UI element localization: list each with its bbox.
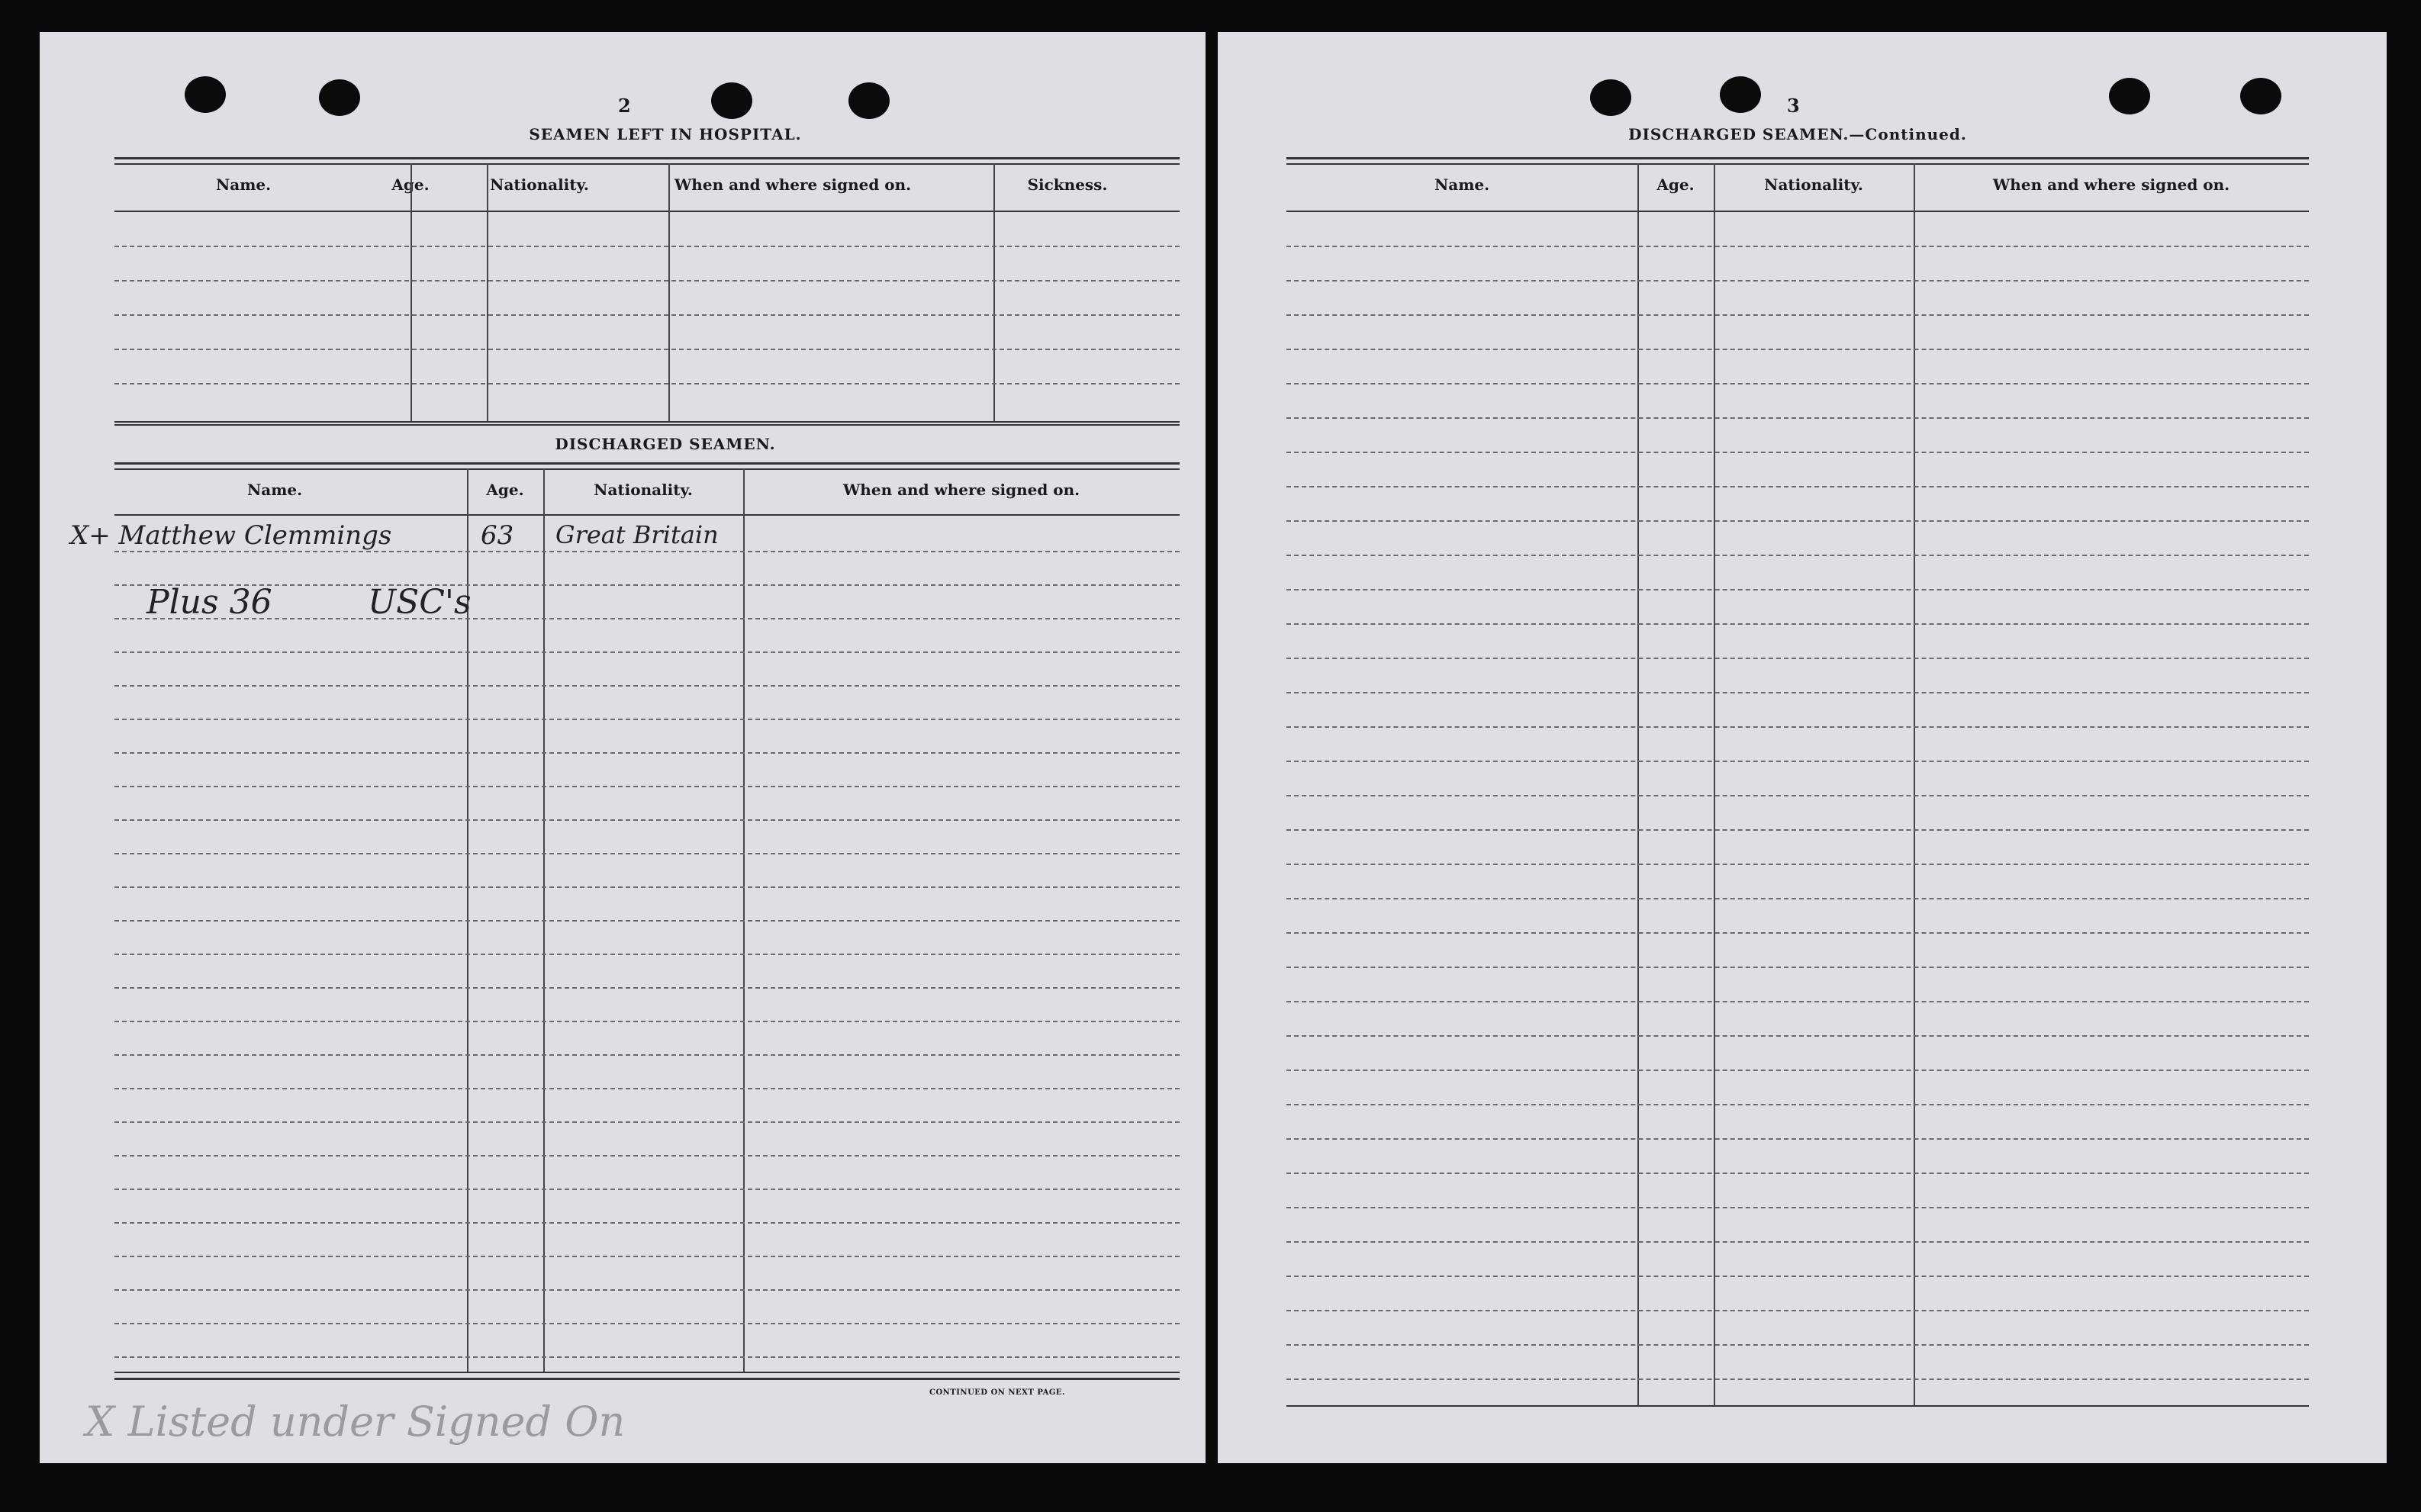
punch-hole bbox=[1720, 76, 1761, 113]
punch-hole bbox=[185, 76, 226, 113]
ruled-line bbox=[1286, 1241, 2309, 1243]
pencil-annotation: X Listed under Signed On bbox=[85, 1398, 626, 1446]
table-top-rule bbox=[114, 468, 1180, 470]
continued-note: CONTINUED ON NEXT PAGE. bbox=[929, 1388, 1066, 1397]
ruled-line bbox=[114, 886, 1180, 888]
ruled-line bbox=[1286, 1001, 2309, 1002]
ruled-line bbox=[114, 752, 1180, 754]
ruled-line bbox=[114, 246, 1180, 247]
ruled-line bbox=[114, 853, 1180, 854]
ruled-line bbox=[114, 651, 1180, 653]
ruled-line bbox=[114, 1356, 1180, 1358]
table-bottom-rule bbox=[114, 1372, 1180, 1373]
ruled-line bbox=[1286, 1173, 2309, 1174]
punch-hole bbox=[711, 82, 752, 119]
ruled-line bbox=[114, 1323, 1180, 1324]
ruled-line bbox=[1286, 795, 2309, 796]
col-header-name: Name. bbox=[1434, 175, 1490, 194]
ruled-line bbox=[1286, 486, 2309, 487]
discharged-section-title: DISCHARGED SEAMEN. bbox=[555, 435, 776, 453]
ruled-line bbox=[114, 584, 1180, 586]
right-section-title: DISCHARGED SEAMEN.—Continued. bbox=[1628, 125, 1967, 143]
punch-hole bbox=[319, 79, 360, 116]
ruled-line bbox=[1286, 452, 2309, 453]
table-bottom-rule bbox=[114, 421, 1180, 423]
ruled-line bbox=[1286, 555, 2309, 556]
ruled-line bbox=[1286, 1344, 2309, 1346]
ruled-line bbox=[114, 349, 1180, 350]
ruled-line bbox=[1286, 1035, 2309, 1037]
col-header-nationality: Nationality. bbox=[1764, 175, 1863, 194]
ruled-line bbox=[1286, 383, 2309, 384]
right-page bbox=[1218, 32, 2387, 1463]
col-header-name: Name. bbox=[215, 175, 272, 194]
table-top-rule bbox=[114, 163, 1180, 165]
ruled-line bbox=[1286, 1310, 2309, 1311]
section-rule bbox=[114, 424, 1180, 426]
ruled-line bbox=[1286, 658, 2309, 659]
col-header-age: Age. bbox=[1656, 175, 1695, 194]
ruled-line bbox=[1286, 1104, 2309, 1105]
ruled-line bbox=[1286, 761, 2309, 762]
punch-hole bbox=[848, 82, 890, 119]
entry-name: X+ Matthew Clemmings bbox=[70, 520, 392, 551]
entry-age: 63 bbox=[481, 520, 514, 551]
ruled-line bbox=[1286, 349, 2309, 350]
ruled-line bbox=[114, 1256, 1180, 1257]
punch-hole bbox=[1590, 79, 1631, 116]
header-rule bbox=[114, 211, 1180, 212]
ruled-line bbox=[1286, 1070, 2309, 1071]
ruled-line bbox=[114, 1054, 1180, 1056]
col-header-age: Age. bbox=[486, 481, 524, 499]
ruled-line bbox=[114, 685, 1180, 687]
ruled-line bbox=[114, 1121, 1180, 1123]
table-bottom-rule bbox=[114, 1378, 1180, 1380]
ruled-line bbox=[1286, 1207, 2309, 1208]
ruled-line bbox=[114, 1021, 1180, 1022]
ruled-line bbox=[114, 819, 1180, 821]
table-top-rule bbox=[1286, 163, 2309, 165]
entry-extra: USC's bbox=[368, 583, 472, 622]
header-rule bbox=[1286, 211, 2309, 212]
ruled-line bbox=[114, 1189, 1180, 1190]
ruled-line bbox=[114, 987, 1180, 989]
col-header-signed-on: When and where signed on. bbox=[842, 481, 1080, 499]
col-header-sickness: Sickness. bbox=[1027, 175, 1108, 194]
ruled-line bbox=[114, 618, 1180, 619]
header-rule bbox=[114, 514, 1180, 516]
table-top-rule bbox=[114, 462, 1180, 465]
col-header-signed-on: When and where signed on. bbox=[674, 175, 912, 194]
ruled-line bbox=[1286, 1276, 2309, 1277]
ruled-line bbox=[114, 1155, 1180, 1157]
ruled-line bbox=[114, 954, 1180, 955]
ruled-line bbox=[114, 920, 1180, 922]
page-number: 3 bbox=[1787, 95, 1800, 117]
ruled-line bbox=[114, 1289, 1180, 1291]
page-number: 2 bbox=[618, 95, 631, 117]
ruled-line bbox=[1286, 246, 2309, 247]
ruled-line bbox=[114, 314, 1180, 316]
table-top-rule bbox=[1286, 157, 2309, 159]
ruled-line bbox=[1286, 623, 2309, 625]
ruled-line bbox=[114, 1088, 1180, 1089]
ruled-line bbox=[1286, 314, 2309, 316]
entry-count: Plus 36 bbox=[146, 583, 272, 622]
ruled-line bbox=[1286, 898, 2309, 899]
ruled-line bbox=[1286, 1378, 2309, 1380]
table-top-rule bbox=[114, 157, 1180, 159]
col-header-nationality: Nationality. bbox=[594, 481, 693, 499]
ruled-line bbox=[114, 719, 1180, 720]
ruled-line bbox=[114, 786, 1180, 787]
entry-nationality: Great Britain bbox=[555, 520, 719, 549]
col-header-name: Name. bbox=[246, 481, 303, 499]
ruled-line bbox=[1286, 1138, 2309, 1140]
ruled-line bbox=[114, 383, 1180, 384]
ruled-line bbox=[1286, 726, 2309, 728]
ruled-line bbox=[1286, 417, 2309, 419]
left-page bbox=[40, 32, 1206, 1463]
col-header-nationality: Nationality. bbox=[490, 175, 589, 194]
ruled-line bbox=[1286, 967, 2309, 968]
ruled-line bbox=[1286, 864, 2309, 865]
ruled-line bbox=[114, 280, 1180, 281]
ruled-line bbox=[1286, 280, 2309, 281]
ruled-line bbox=[1286, 829, 2309, 831]
ruled-line bbox=[114, 1222, 1180, 1224]
punch-hole bbox=[2240, 78, 2281, 114]
col-header-age: Age. bbox=[391, 175, 430, 194]
ruled-line bbox=[1286, 692, 2309, 693]
ruled-line bbox=[114, 551, 1180, 552]
col-header-signed-on: When and where signed on. bbox=[1992, 175, 2230, 194]
ruled-line bbox=[1286, 932, 2309, 934]
hospital-section-title: SEAMEN LEFT IN HOSPITAL. bbox=[529, 125, 802, 143]
table-bottom-rule bbox=[1286, 1405, 2309, 1407]
punch-hole bbox=[2109, 78, 2150, 114]
ruled-line bbox=[1286, 589, 2309, 590]
ruled-line bbox=[1286, 520, 2309, 522]
